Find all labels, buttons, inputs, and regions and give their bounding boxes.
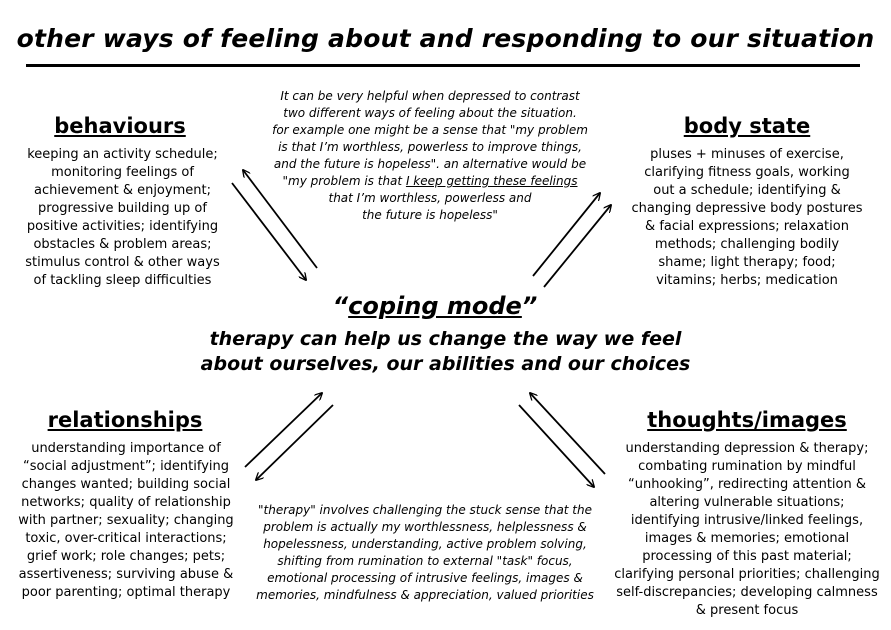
arrow-center-to-thoughts bbox=[519, 405, 594, 487]
behaviours-line: positive activities; identifying bbox=[26, 219, 219, 234]
thoughts-line: altering vulnerable situations; bbox=[649, 495, 845, 510]
body-state-line: changing depressive body postures bbox=[631, 201, 863, 216]
thoughts-line: combating rumination by mindful bbox=[638, 459, 856, 474]
top-note-line: is that I’m worthless, powerless to improve things, bbox=[278, 140, 582, 154]
top-note-line: two different ways of feeling about the situation. bbox=[283, 106, 577, 120]
top-note-line: that I’m worthless, powerless and bbox=[328, 191, 532, 205]
therapy-line-1: therapy can help us change the way we feel bbox=[209, 328, 682, 350]
top-note-line: and the future is hopeless". an alternative would be bbox=[273, 157, 587, 171]
body-state-line: methods; challenging bodily bbox=[654, 237, 840, 252]
behaviours-heading: behaviours bbox=[54, 114, 186, 138]
arrow-center-to-body-state bbox=[533, 193, 600, 276]
bottom-note-line: memories, mindfulness & appreciation, valued priorities bbox=[256, 588, 594, 602]
relationships-line: networks; quality of relationship bbox=[21, 495, 231, 510]
relationships-line: poor parenting; optimal therapy bbox=[21, 585, 231, 600]
body-state-line: & facial expressions; relaxation bbox=[645, 219, 849, 234]
behaviours-line: progressive building up of bbox=[38, 201, 207, 216]
bottom-note-line: hopelessness, understanding, active problem solving, bbox=[263, 537, 587, 551]
thoughts-images-heading: thoughts/images bbox=[647, 408, 847, 432]
relationships-line: understanding importance of bbox=[31, 441, 221, 456]
thoughts-line: images & memories; emotional bbox=[644, 531, 850, 546]
body-state-line: vitamins; herbs; medication bbox=[656, 273, 838, 288]
coping-mode-word: coping mode bbox=[348, 292, 522, 320]
arrow-behaviours-to-center bbox=[243, 170, 317, 268]
body-state-line: out a schedule; identifying & bbox=[653, 183, 841, 198]
behaviours-line: achievement & enjoyment; bbox=[34, 183, 211, 198]
bottom-note-line: shifting from rumination to external "task" focus, bbox=[277, 554, 573, 568]
thoughts-line: processing of this past material; bbox=[642, 549, 852, 564]
therapy-line-2: about ourselves, our abilities and our choices bbox=[200, 353, 691, 375]
body-state-heading: body state bbox=[683, 114, 811, 138]
relationships-line: assertiveness; surviving abuse & bbox=[18, 567, 234, 582]
coping-open-quote: “ bbox=[332, 292, 349, 320]
behaviours-line: obstacles & problem areas; bbox=[33, 237, 212, 252]
relationships-line: with partner; sexuality; changing bbox=[18, 513, 234, 528]
page-title: other ways of feeling about and responding to our situation bbox=[16, 24, 875, 53]
arrow-relationships-to-center bbox=[245, 393, 322, 467]
thoughts-line: clarifying personal priorities; challenging bbox=[614, 567, 880, 582]
top-note-line: for example one might be a sense that "my problem bbox=[272, 123, 588, 137]
thoughts-line: understanding depression & therapy; bbox=[625, 441, 869, 456]
thoughts-line: self-discrepancies; developing calmness bbox=[616, 585, 878, 600]
thoughts-line: & present focus bbox=[695, 603, 799, 618]
arrow-center-to-relationships bbox=[256, 405, 333, 480]
body-state-line: clarifying fitness goals, working bbox=[644, 165, 850, 180]
thoughts-line: identifying intrusive/linked feelings, bbox=[630, 513, 864, 528]
behaviours-line: stimulus control & other ways bbox=[25, 255, 220, 270]
top-note-underlined-phrase: I keep getting these feelings bbox=[405, 174, 578, 188]
relationships-line: “social adjustment”; identifying bbox=[22, 459, 230, 474]
top-note-line: the future is hopeless" bbox=[362, 208, 498, 222]
arrow-center-to-behaviours bbox=[232, 183, 306, 280]
bottom-note-line: emotional processing of intrusive feelings, images & bbox=[267, 571, 583, 585]
top-note-prefix: "my problem is that bbox=[282, 174, 406, 188]
body-state-line: pluses + minuses of exercise, bbox=[650, 147, 844, 162]
behaviours-line: monitoring feelings of bbox=[51, 165, 194, 180]
thoughts-line: “unhooking”, redirecting attention & bbox=[627, 477, 867, 492]
bottom-note-line: "therapy" involves challenging the stuck sense that the bbox=[257, 503, 593, 517]
behaviours-line: keeping an activity schedule; bbox=[27, 147, 218, 162]
relationships-line: changes wanted; building social bbox=[21, 477, 231, 492]
body-state-line: shame; light therapy; food; bbox=[658, 255, 836, 270]
relationships-line: grief work; role changes; pets; bbox=[26, 549, 226, 564]
relationships-line: toxic, over-critical interactions; bbox=[25, 531, 227, 546]
arrow-body-state-to-center bbox=[544, 205, 611, 287]
coping-close-quote: ” bbox=[521, 292, 538, 320]
top-note-line: It can be very helpful when depressed to contrast bbox=[280, 89, 580, 103]
bottom-note-line: problem is actually my worthlessness, helplessness & bbox=[263, 520, 587, 534]
behaviours-line: of tackling sleep difficulties bbox=[33, 273, 212, 288]
relationships-heading: relationships bbox=[47, 408, 203, 432]
arrow-thoughts-to-center bbox=[530, 393, 605, 474]
